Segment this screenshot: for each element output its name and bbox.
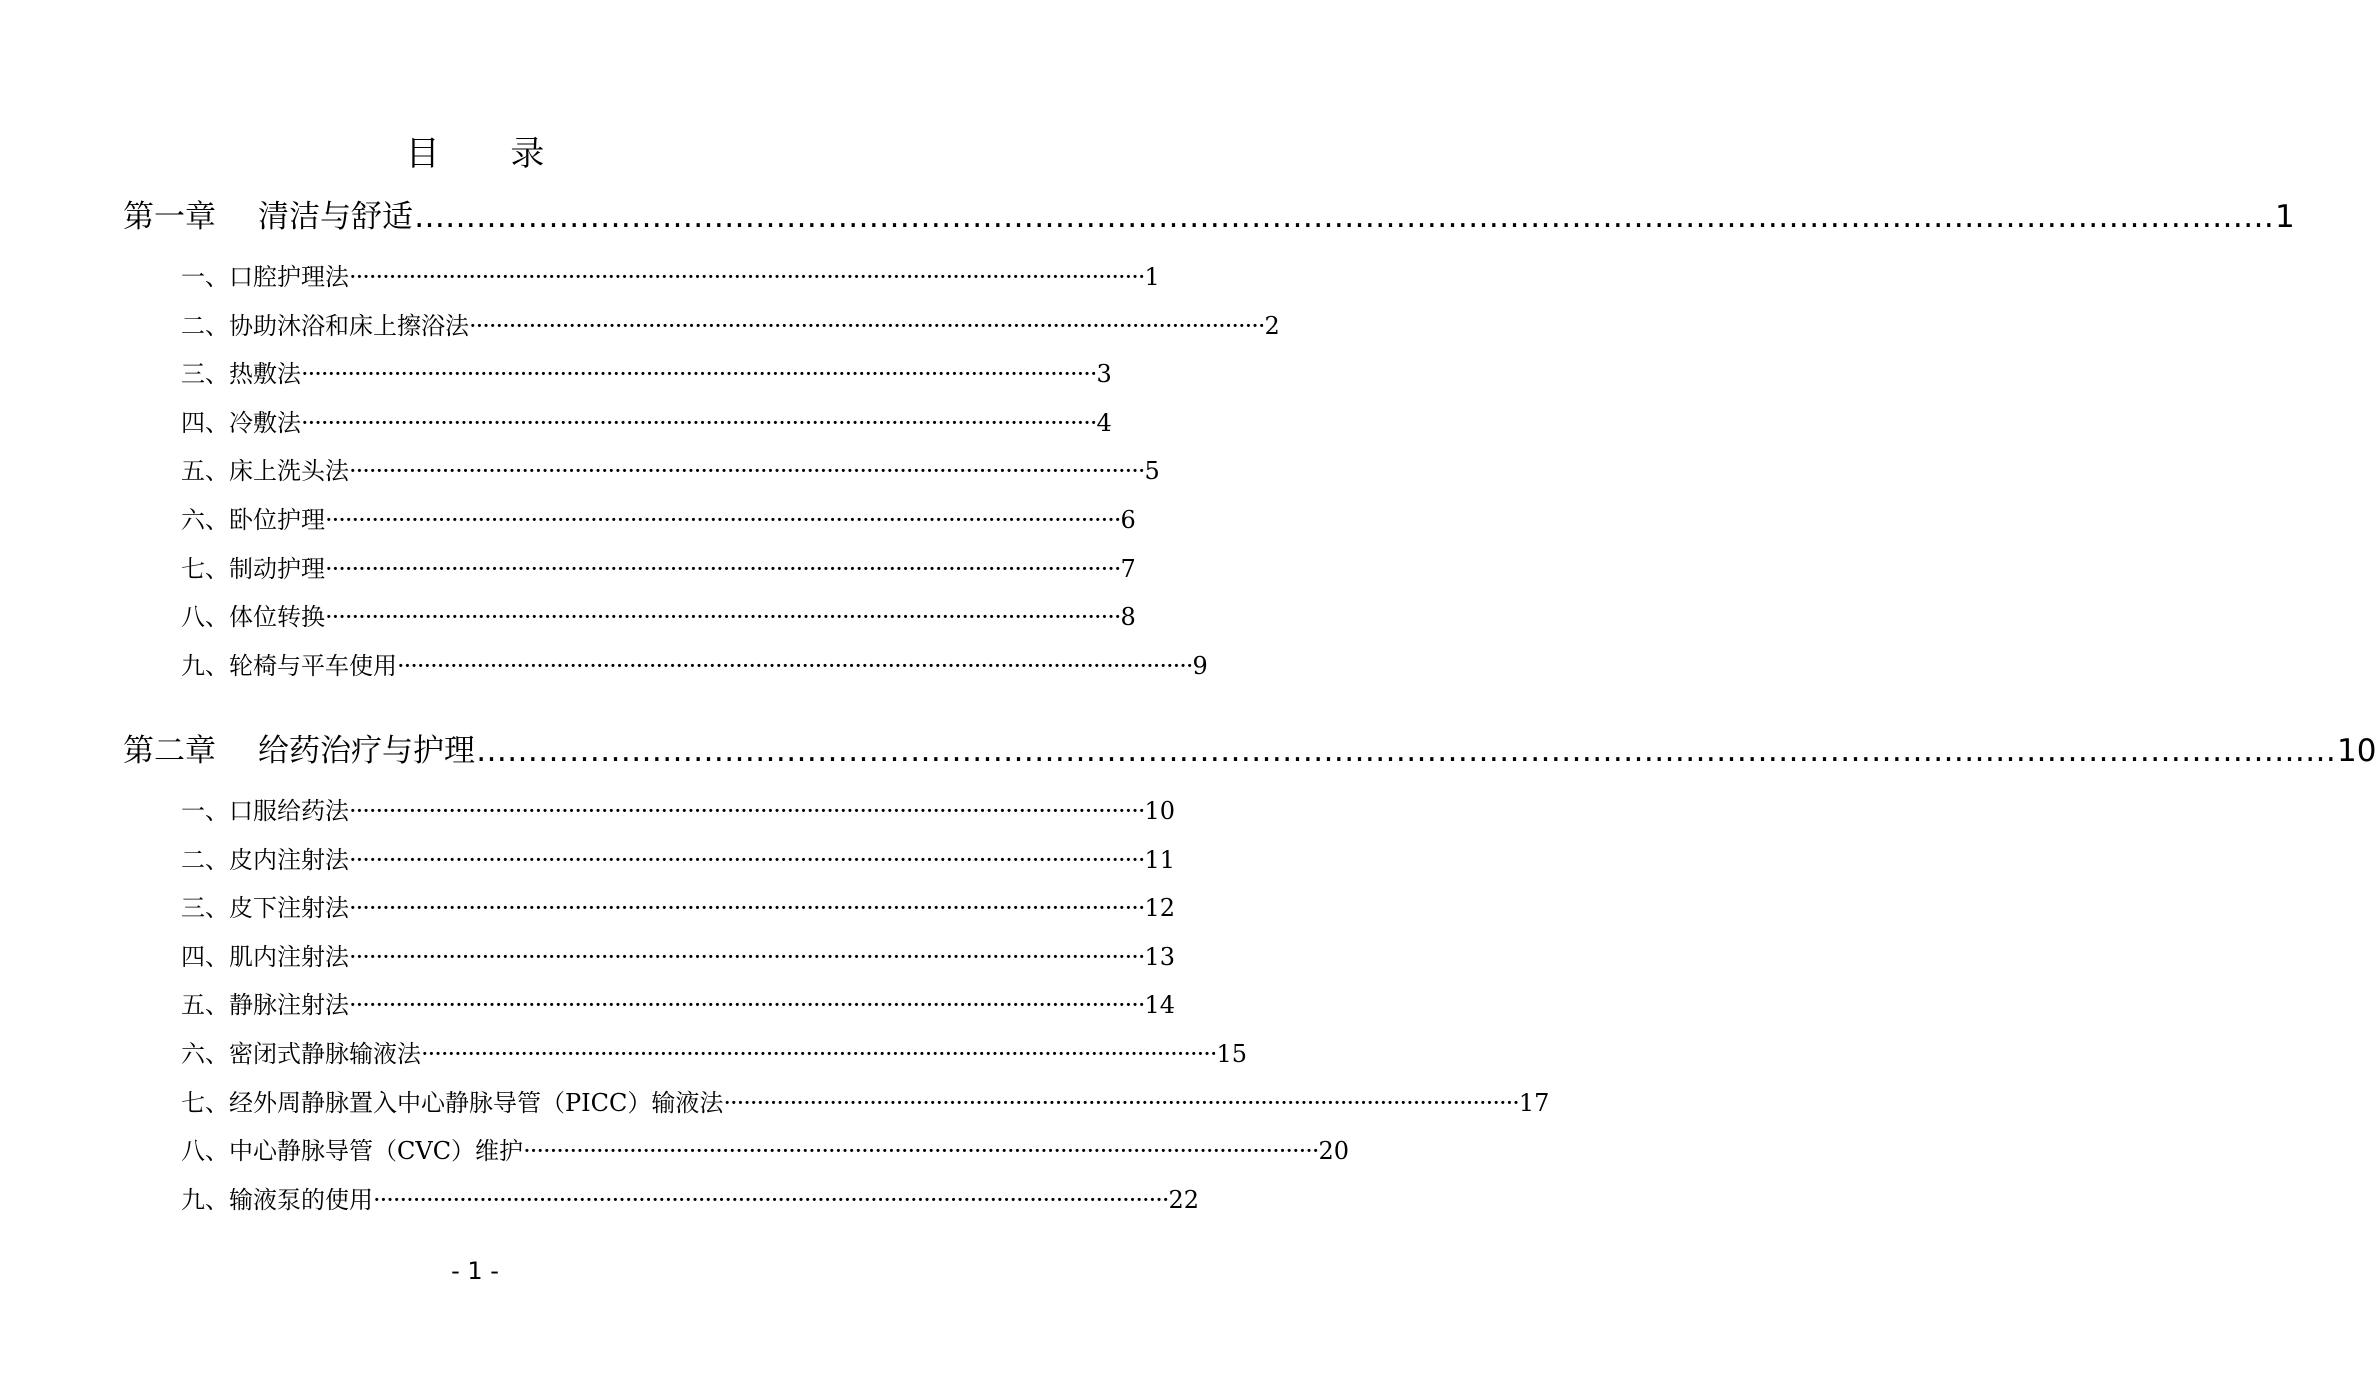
chapter-number: 第一章	[123, 199, 216, 235]
page-number-footer: - 1 -	[451, 1257, 499, 1285]
toc-entry[interactable]	[181, 985, 1176, 1025]
toc-entry[interactable]	[181, 646, 1208, 686]
dot-leader: ………………………………………………………………………………………………………………………………………………………………	[414, 199, 2274, 235]
toc-entry[interactable]	[181, 306, 1280, 346]
toc-entry-label: 八、中心静脉导管（CVC）维护	[181, 1137, 524, 1166]
dot-leader: ························································································································	[469, 311, 1265, 340]
toc-entry-page-number: 22	[1168, 1185, 1200, 1214]
toc-entry[interactable]	[181, 597, 1136, 637]
toc-entry[interactable]	[181, 888, 1176, 928]
toc-entry-label: 九、输液泵的使用	[181, 1185, 373, 1214]
dot-leader: ························································································································	[349, 845, 1145, 874]
chapter-heading[interactable]	[123, 193, 2295, 241]
toc-entry[interactable]	[181, 1083, 1550, 1123]
toc-entry-label: 七、经外周静脉置入中心静脉导管（PICC）输液法	[181, 1088, 724, 1117]
dot-leader: ························································································································	[349, 457, 1145, 486]
toc-entry-page-number: 15	[1216, 1040, 1248, 1068]
dot-leader: ························································································································	[349, 797, 1145, 825]
toc-entry-page-number: 6	[1120, 506, 1136, 534]
toc-entry[interactable]	[181, 257, 1160, 297]
dot-leader: ························································································································	[301, 408, 1097, 437]
dot-leader: ························································································································	[349, 991, 1145, 1020]
toc-entry-label: 四、冷敷法	[181, 408, 301, 437]
chapter-number: 第二章	[123, 733, 216, 769]
toc-entry-label: 三、皮下注射法	[181, 894, 349, 923]
toc-entry-label: 九、轮椅与平车使用	[181, 651, 397, 680]
toc-entry-page-number: 20	[1318, 1137, 1350, 1166]
toc-entry[interactable]	[181, 937, 1176, 977]
toc-entry-page-number: 2	[1264, 311, 1280, 340]
chapter-page-number: 10	[2337, 733, 2376, 769]
toc-entry-page-number: 4	[1096, 408, 1112, 437]
toc-entry-page-number: 11	[1144, 845, 1176, 874]
toc-entry-label: 二、协助沐浴和床上擦浴法	[181, 311, 469, 340]
dot-leader: ························································································································	[349, 263, 1145, 291]
dot-leader: ························································································································	[349, 894, 1145, 923]
dot-leader: ························································································································	[723, 1088, 1519, 1117]
chapter-title: 给药治疗与护理	[258, 733, 475, 769]
page-title: 目 录	[405, 134, 575, 174]
chapter-title: 清洁与舒适	[258, 199, 413, 235]
dot-leader: ························································································································	[397, 651, 1193, 680]
toc-entry-label: 五、床上洗头法	[181, 457, 349, 486]
toc-entry-page-number: 7	[1120, 554, 1136, 583]
toc-entry-label: 二、皮内注射法	[181, 845, 349, 874]
toc-entry-page-number: 10	[1144, 797, 1176, 825]
toc-entry-label: 六、密闭式静脉输液法	[181, 1040, 421, 1068]
dot-leader: ························································································································	[325, 554, 1121, 583]
toc-entry-page-number: 17	[1518, 1088, 1550, 1117]
toc-entry[interactable]	[181, 1180, 1200, 1220]
toc-entry-label: 一、口腔护理法	[181, 263, 349, 291]
toc-entry-label: 一、口服给药法	[181, 797, 349, 825]
toc-entry[interactable]	[181, 549, 1136, 589]
dot-leader: ························································································································	[421, 1040, 1217, 1068]
toc-entry-label: 五、静脉注射法	[181, 991, 349, 1020]
toc-entry-label: 三、热敷法	[181, 360, 301, 389]
toc-entry[interactable]	[181, 840, 1176, 880]
chapter-heading[interactable]	[123, 727, 2376, 775]
dot-leader: ………………………………………………………………………………………………………………………………………………………………	[476, 733, 2336, 769]
dot-leader: ························································································································	[523, 1137, 1319, 1166]
toc-entry-label: 六、卧位护理	[181, 506, 325, 534]
toc-entry-page-number: 5	[1144, 457, 1160, 486]
dot-leader: ························································································································	[301, 360, 1097, 389]
dot-leader: ························································································································	[349, 942, 1145, 971]
dot-leader: ························································································································	[325, 603, 1121, 632]
dot-leader: ························································································································	[373, 1185, 1169, 1214]
toc-entry-page-number: 12	[1144, 894, 1176, 923]
toc-entry-page-number: 13	[1144, 942, 1176, 971]
toc-entry[interactable]	[181, 1034, 1248, 1074]
toc-entry-page-number: 14	[1144, 991, 1176, 1020]
dot-leader: ························································································································	[325, 506, 1121, 534]
toc-entry-page-number: 9	[1192, 651, 1208, 680]
toc-entry[interactable]	[181, 403, 1112, 443]
chapter-page-number: 1	[2275, 199, 2295, 235]
toc-entry-page-number: 8	[1120, 603, 1136, 632]
toc-entry[interactable]	[181, 451, 1160, 491]
toc-entry-page-number: 1	[1144, 263, 1160, 291]
toc-entry-label: 四、肌内注射法	[181, 942, 349, 971]
toc-entry-label: 七、制动护理	[181, 554, 325, 583]
toc-entry[interactable]	[181, 1131, 1350, 1171]
toc-entry[interactable]	[181, 791, 1176, 831]
toc-entry-page-number: 3	[1096, 360, 1112, 389]
toc-entry[interactable]	[181, 354, 1112, 394]
toc-entry[interactable]	[181, 500, 1136, 540]
toc-entry-label: 八、体位转换	[181, 603, 325, 632]
